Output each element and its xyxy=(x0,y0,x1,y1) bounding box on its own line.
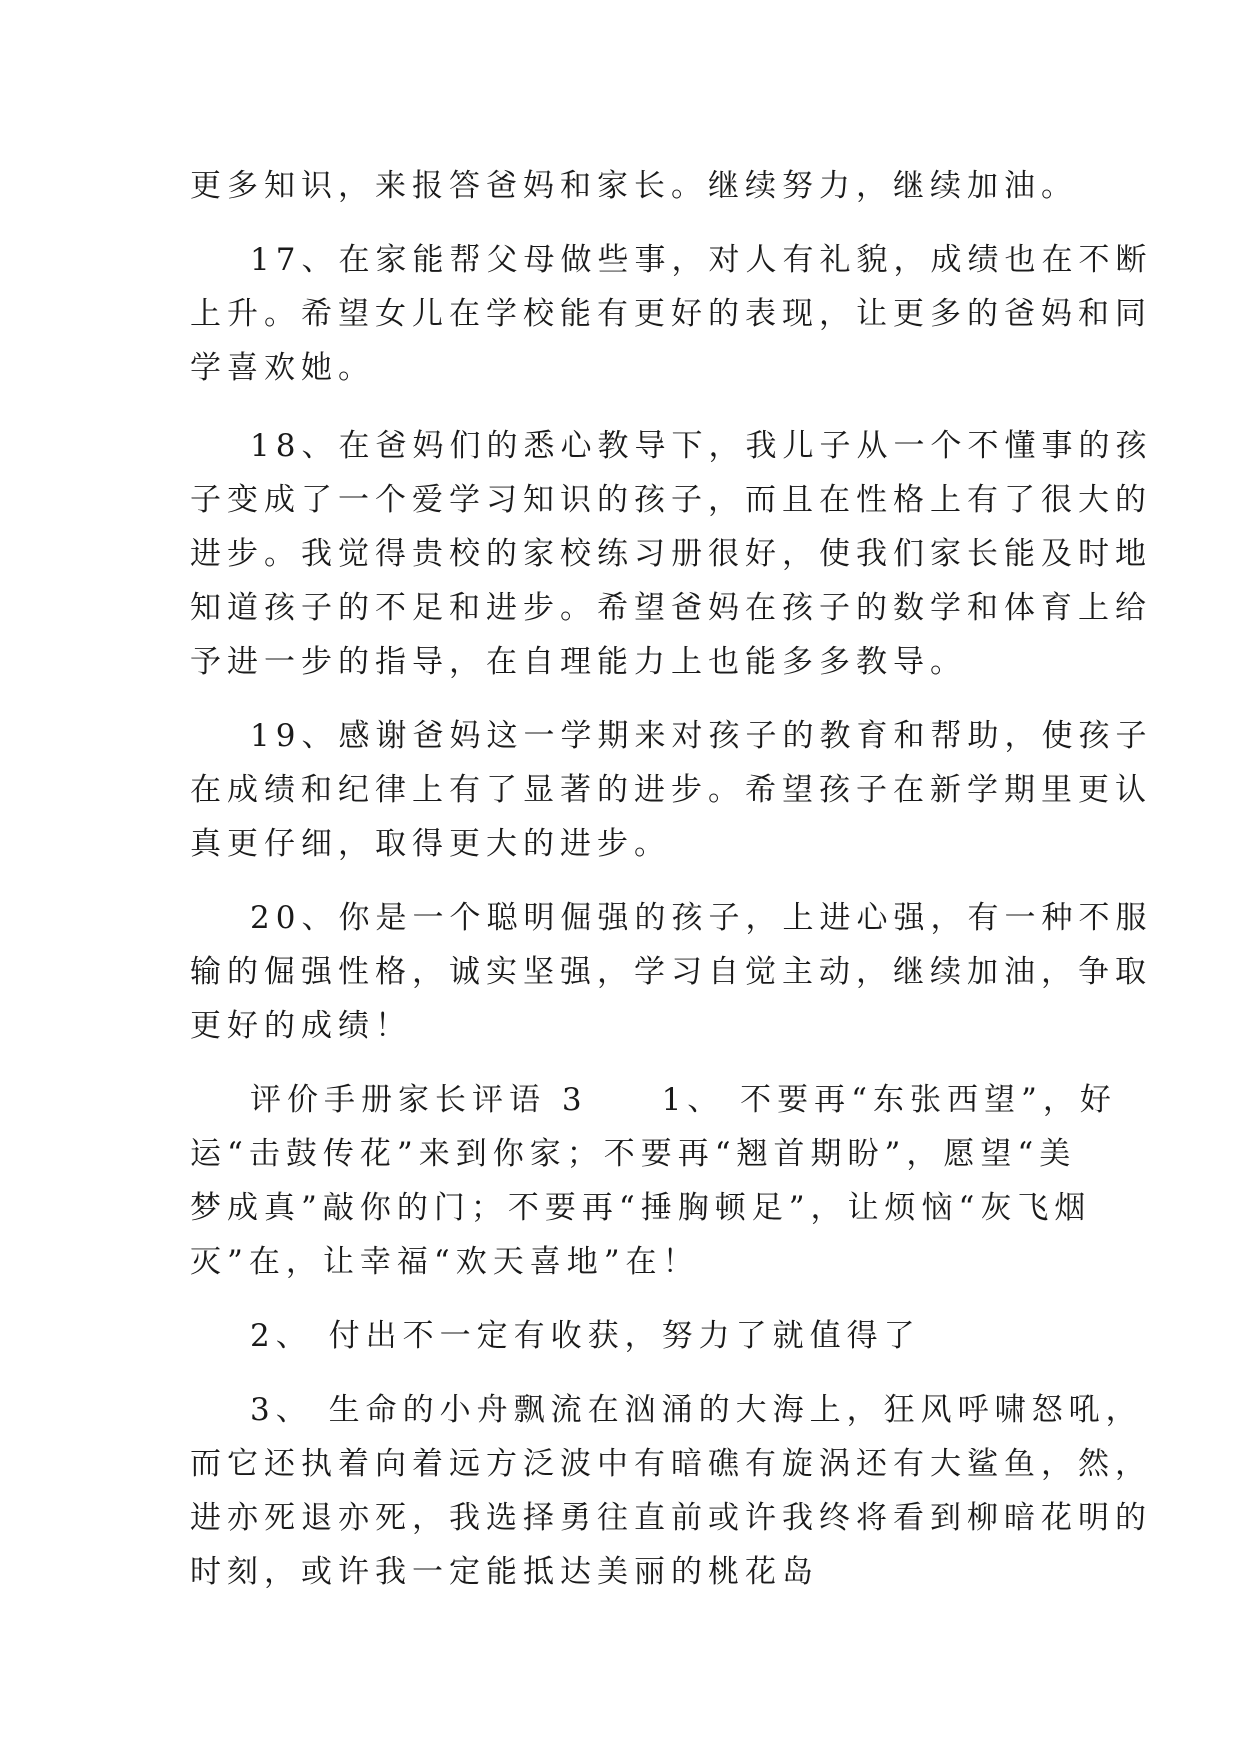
text-line: 进亦死退亦死，我选择勇往直前或许我终将看到柳暗花明的 xyxy=(190,1500,1152,1536)
text-line: 17、在家能帮父母做些事，对人有礼貌，成绩也在不断 xyxy=(250,242,1153,278)
text-line: 在成绩和纪律上有了显著的进步。希望孩子在新学期里更认 xyxy=(190,772,1152,808)
text-line: 灭”在，让幸福“欢天喜地”在！ xyxy=(190,1244,700,1280)
text-line: 18、在爸妈们的悉心教导下，我儿子从一个不懂事的孩 xyxy=(250,428,1153,464)
text-line: 进步。我觉得贵校的家校练习册很好，使我们家长能及时地 xyxy=(190,536,1152,572)
section-heading-line: 评价手册家长评语 3 1、 不要再“东张西望”，好 xyxy=(250,1082,1117,1118)
text-line: 更多知识，来报答爸妈和家长。继续努力，继续加油。 xyxy=(190,168,1078,204)
text-line: 更好的成绩！ xyxy=(190,1008,412,1044)
text-line: 子变成了一个爱学习知识的孩子，而且在性格上有了很大的 xyxy=(190,482,1152,518)
text-line: 学喜欢她。 xyxy=(190,350,375,386)
text-line: 梦成真”敲你的门；不要再“捶胸顿足”，让烦恼“灰飞烟 xyxy=(190,1190,1092,1226)
text-line: 19、感谢爸妈这一学期来对孩子的教育和帮助，使孩子 xyxy=(250,718,1153,754)
text-line: 输的倔强性格，诚实坚强，学习自觉主动，继续加油，争取 xyxy=(190,954,1152,990)
text-line: 时刻，或许我一定能抵达美丽的桃花岛 xyxy=(190,1554,819,1590)
text-line: 知道孩子的不足和进步。希望爸妈在孩子的数学和体育上给 xyxy=(190,590,1152,626)
text-line: 运“击鼓传花”来到你家；不要再“翘首期盼”，愿望“美 xyxy=(190,1136,1077,1172)
text-line: 予进一步的指导，在自理能力上也能多多教导。 xyxy=(190,644,967,680)
text-line: 上升。希望女儿在学校能有更好的表现，让更多的爸妈和同 xyxy=(190,296,1152,332)
text-line: 20、你是一个聪明倔强的孩子，上进心强，有一种不服 xyxy=(250,900,1153,936)
text-line: 而它还执着向着远方泛波中有暗礁有旋涡还有大鲨鱼，然， xyxy=(190,1446,1152,1482)
text-line: 真更仔细，取得更大的进步。 xyxy=(190,826,671,862)
text-line: 3、 生命的小舟飘流在汹涌的大海上，狂风呼啸怒吼， xyxy=(250,1392,1143,1428)
text-line: 2、 付出不一定有收获，努力了就值得了 xyxy=(250,1318,921,1354)
